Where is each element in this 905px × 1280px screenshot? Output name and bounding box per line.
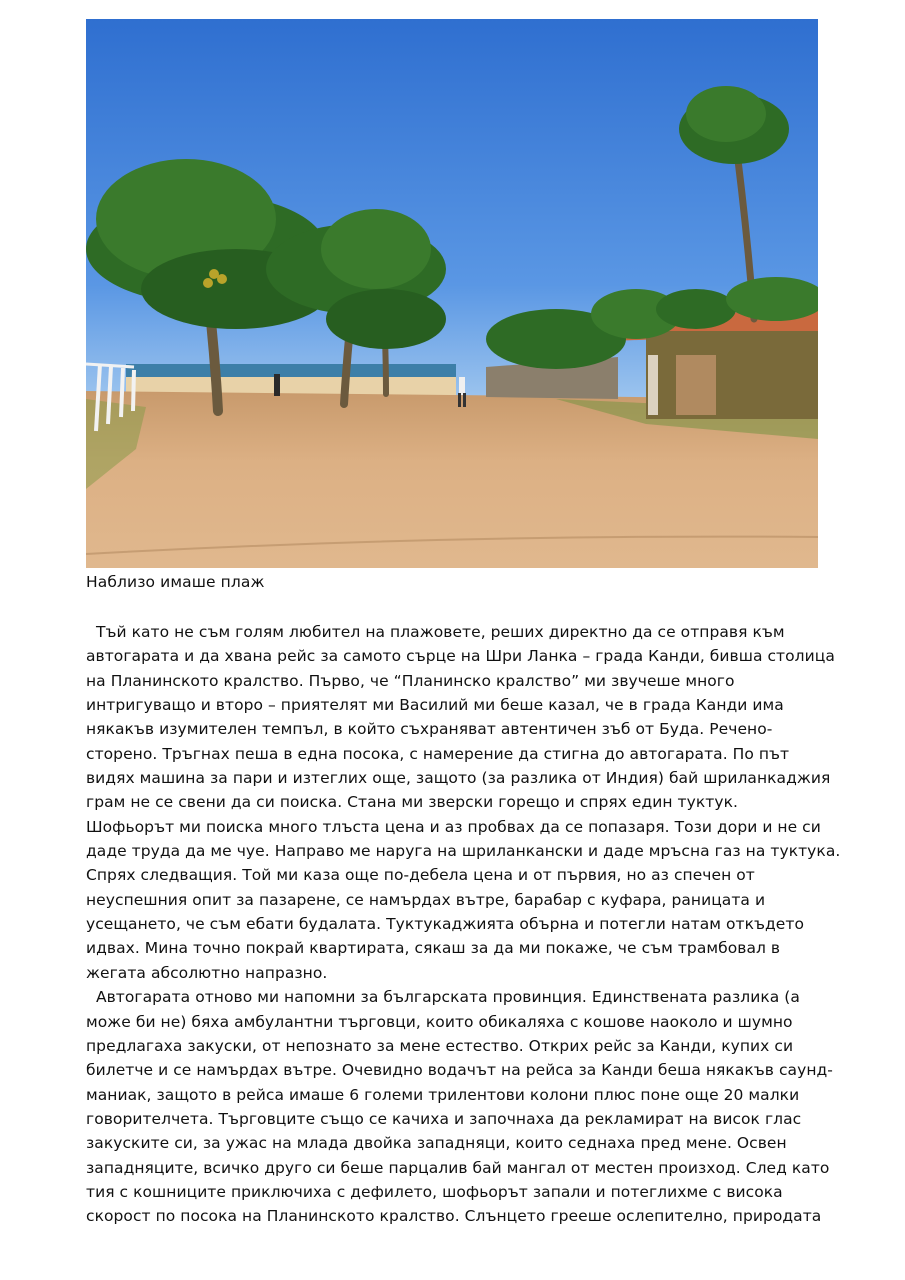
text-line: някакъв изумителен темпъл, в който съхраняват автентичен зъб от Буда. Речено- (86, 720, 773, 739)
text-line: скорост по посока на Планинското кралство. Слънцето грееше ослепително, природата (86, 1207, 822, 1226)
text-line: сторено. Тръгнах пеша в една посока, с намерение да стигна до автогарата. По път (86, 744, 790, 763)
text-line: може би не) бяха амбулантни търговци, които обикаляха с кошове наоколо и шумно (86, 1012, 793, 1031)
text-line: маниак, защото в рейса имаше 6 големи трилентови колони плюс поне още 20 малки (86, 1085, 800, 1104)
text-line: Спрях следващия. Той ми каза още по-дебела цена и от първия, но аз спечен от (86, 866, 755, 885)
text-line: билетче и се намърдах вътре. Очевидно водачът на рейса за Канди беша някакъв саунд- (86, 1061, 833, 1080)
article-body (86, 620, 841, 1229)
text-line: Тъй като не съм голям любител на плажовете, реших директно да се отправя към (86, 623, 785, 641)
text-line: неуспешния опит за пазарене, се намърдах вътре, барабар с куфара, раницата и (86, 890, 766, 909)
beach-palm-illustration (86, 19, 818, 568)
text-line: автогарата и да хвана рейс за самото сърце на Шри Ланка – града Канди, бивша столица (86, 647, 835, 666)
text-line: усещането, че съм ебати будалата. Туктукаджията обърна и потегли натам откъдето (86, 915, 804, 934)
text-line: закуските си, за ужас на млада двойка западняци, които седнаха пред мене. Освен (86, 1134, 787, 1153)
text-line: говорителчета. Търговците също се качиха и започнаха да рекламират на висок глас (86, 1109, 802, 1128)
text-line: предлагаха закуски, от непознато за мене естество. Открих рейс за Канди, купих си (86, 1036, 794, 1055)
text-line: даде труда да ме чуе. Направо ме наруга на шриланкански и даде мръсна газ на туктука. (86, 842, 841, 861)
text-line: идвах. Мина точно покрай квартирата, сякаш за да ми покаже, че съм трамбовал в (86, 939, 781, 958)
text-line: западняците, всичко друго си беше парцалив бай мангал от местен произход. След като (86, 1158, 830, 1177)
text-line: Шофьорът ми поиска много тлъста цена и аз пробвах да се попазаря. Този дори и не си (86, 817, 821, 836)
photo-caption: Наблизо имаше плаж (86, 573, 265, 591)
text-line: тия с кошниците приключиха с дефилето, шофьорът запали и потеглихме с висока (86, 1182, 783, 1201)
text-line: на Планинското кралство. Първо, че “Планинско кралство” ми звучеше много (86, 671, 735, 690)
text-line: грам не се свени да си поиска. Стана ми зверски горещо и спрях един туктук. (86, 793, 738, 812)
text-line: жегата абсолютно напразно. (86, 963, 328, 982)
text-line: Автогарата отново ми напомни за българската провинция. Единствената разлика (а (86, 988, 800, 1007)
beach-photo (86, 19, 818, 568)
text-line: видях машина за пари и изтеглих още, защото (за разлика от Индия) бай шриланкаджия (86, 769, 831, 788)
text-line: интригуващо и второ – приятелят ми Василий ми беше казал, че в града Канди има (86, 696, 784, 715)
